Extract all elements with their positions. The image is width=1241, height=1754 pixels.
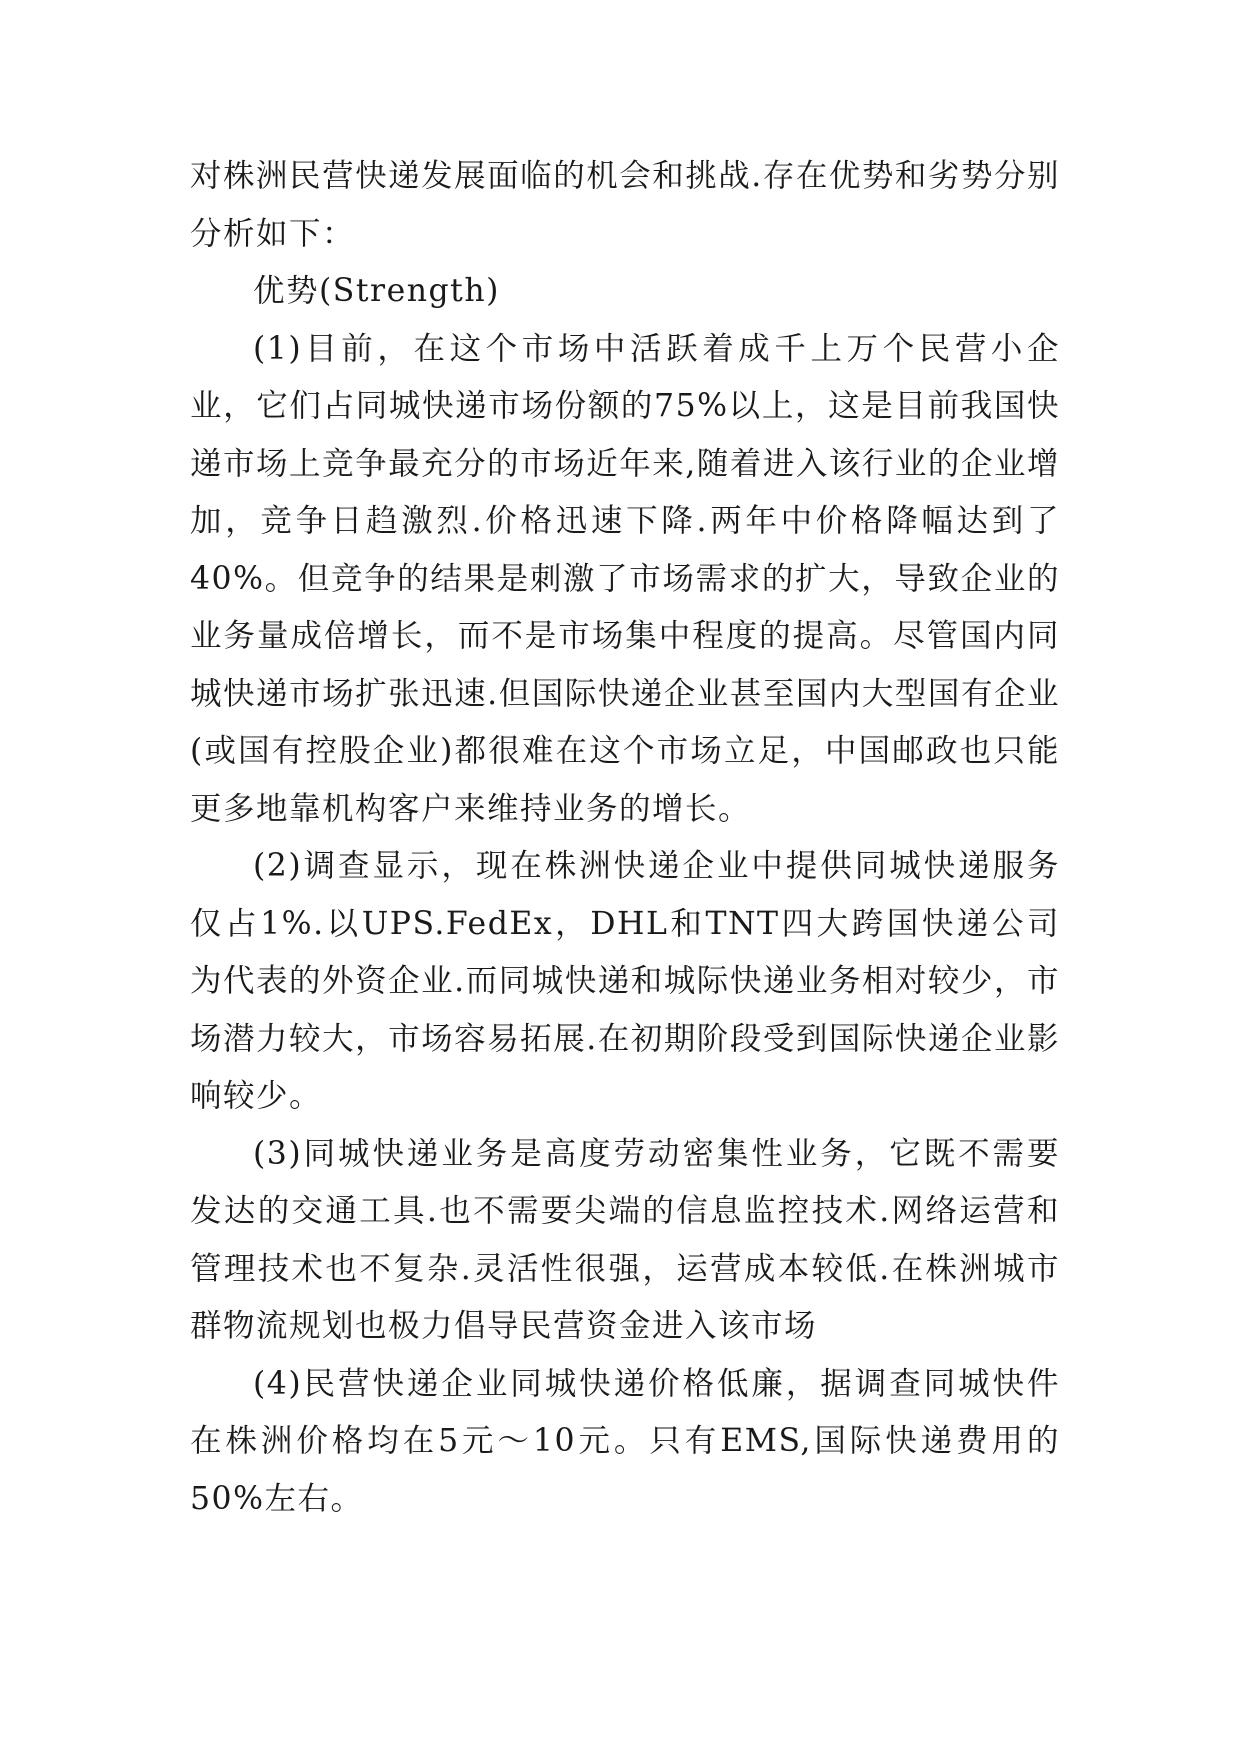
point-2-paragraph: (2)调查显示，现在株洲快递企业中提供同城快递服务仅占1%.以UPS.FedEx，DHL和TNT四大跨国快递公司为代表的外资企业.而同城快递和城际快递业务相对较少，市场潜力较大，市场容易拓展.在初期阶段受到国际快递企业影响较少。 [190,848,1060,1114]
point-4-paragraph: (4)民营快递企业同城快递价格低廉，据调查同城快件在株洲价格均在5元～10元。只有EMS,国际快递费用的50%左右。 [190,1365,1060,1517]
section-heading-strength: 优势(Strength) [253,273,500,309]
point-1-paragraph: (1)目前，在这个市场中活跃着成千上万个民营小企业，它们占同城快递市场份额的75%以上，这是目前我国快递市场上竞争最充分的市场近年来,随着进入该行业的企业增加，竞争日趋激烈.价格迅速下降.两年中价格降幅达到了40%。但竞争的结果是刺激了市场需求的扩大，导致企业的业务量成倍增长，而不是市场集中程度的提高。尽管国内同城快递市场扩张迅速.但国际快递企业甚至国内大型国有企业(或国有控股企业)都很难在这个市场立足，中国邮政也只能更多地靠机构客户来维持业务的增长。 [190,330,1060,827]
point-3-paragraph: (3)同城快递业务是高度劳动密集性业务，它既不需要发达的交通工具.也不需要尖端的信息监控技术.网络运营和管理技术也不复杂.灵活性很强，运营成本较低.在株洲城市群物流规划也极力倡导民营资金进入该市场 [190,1135,1060,1344]
document-page [190,148,1060,1528]
intro-paragraph: 对株洲民营快递发展面临的机会和挑战.存在优势和劣势分别分析如下： [190,158,1060,252]
